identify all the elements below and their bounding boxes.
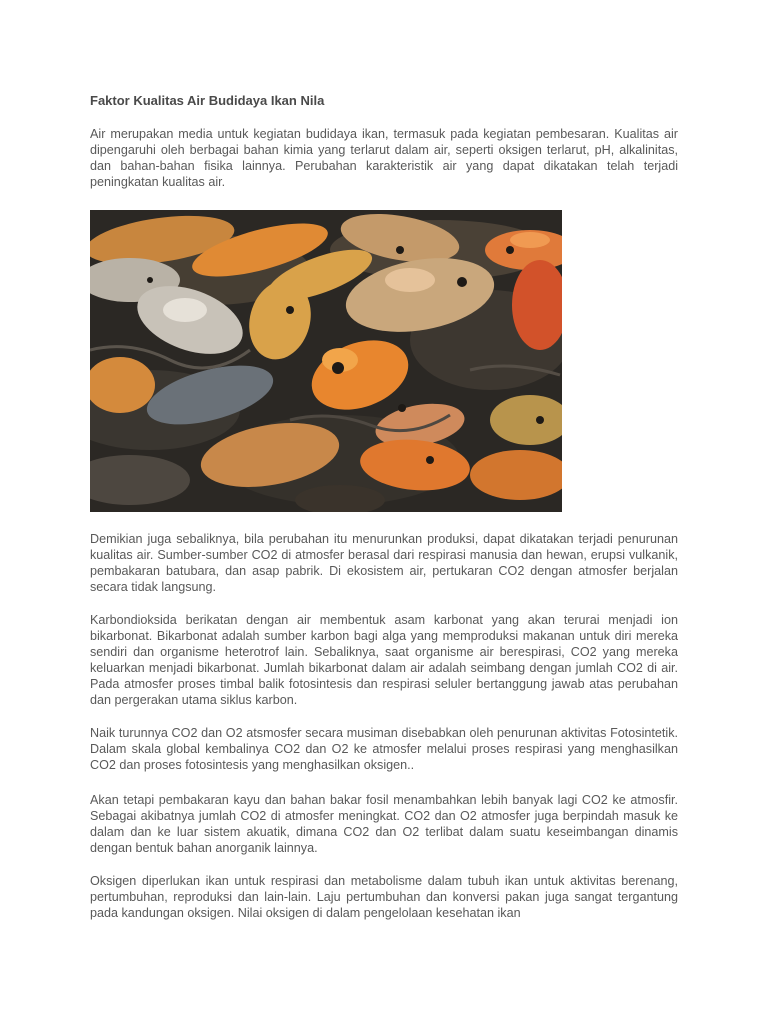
paragraph-seasonal-co2: Naik turunnya CO2 dan O2 atsmosfer secara musiman disebabkan oleh penurunan aktivitas Fotosintetik. Dalam skala global kembalinya CO2 dan O2 ke atmosfer melalui proses respirasi yang menghasilkan CO2 dan proses fotosintesis yang menghasilkan oksigen..	[90, 726, 678, 772]
document-title: Faktor Kualitas Air Budidaya Ikan Nila	[90, 93, 325, 108]
paragraph-intro: Air merupakan media untuk kegiatan budidaya ikan, termasuk pada kegiatan pembesaran. Kualitas air dipengaruhi oleh berbagai bahan kimia yang terlarut dalam air, seperti oksigen terlarut, pH, alkalinitas, dan bahan-bahan fisika lainnya. Perubahan karakteristik air yang dapat dikatakan telah terjadi peningkatan kualitas air.	[90, 127, 678, 189]
paragraph-co2-sources: Demikian juga sebaliknya, bila perubahan itu menurunkan produksi, dapat dikatakan terjadi penurunan kualitas air. Sumber-sumber CO2 di atmosfer berasal dari respirasi manusia dan hewan, erupsi vulkanik, pembakaran batubara, dan asap pabrik. Di ekosistem air, pertukaran CO2 dengan atmosfer berjalan secara tidak langsung.	[90, 532, 678, 594]
fish-photo	[90, 210, 562, 512]
paragraph-bicarbonate: Karbondioksida berikatan dengan air membentuk asam karbonat yang akan terurai menjadi ion bikarbonat. Bikarbonat adalah sumber karbon bagi alga yang memproduksi makanan untuk diri mereka sendiri dan organisme heterotrof lain. Sebaliknya, saat organisme air berespirasi, CO2 yang mereka keluarkan menjadi bikarbonat. Jumlah bikarbonat dalam air adalah seimbang dengan jumlah CO2 di air. Pada atmosfer proses timbal balik fotosintesis dan respirasi seluler bertanggung jawab atas perubahan dan pergerakan utama siklus karbon.	[90, 613, 678, 707]
paragraph-oxygen: Oksigen diperlukan ikan untuk respirasi dan metabolisme dalam tubuh ikan untuk aktivitas berenang, pertumbuhan, reproduksi dan lain-lain. Laju pertumbuhan dan konversi pakan juga sangat tergantung pada kandungan oksigen. Nilai oksigen di dalam pengelolaan kesehatan ikan	[90, 874, 678, 920]
paragraph-fossil-fuel: Akan tetapi pembakaran kayu dan bahan bakar fosil menambahkan lebih banyak lagi CO2 ke atmosfir. Sebagai akibatnya jumlah CO2 di atmosfer meningkat. CO2 dan O2 atmosfer juga berpindah masuk ke dalam dan ke luar sistem akuatik, dimana CO2 dan O2 terlibat dalam suatu keseimbangan dinamis dengan bentuk bahan anorganik lainnya.	[90, 793, 678, 855]
